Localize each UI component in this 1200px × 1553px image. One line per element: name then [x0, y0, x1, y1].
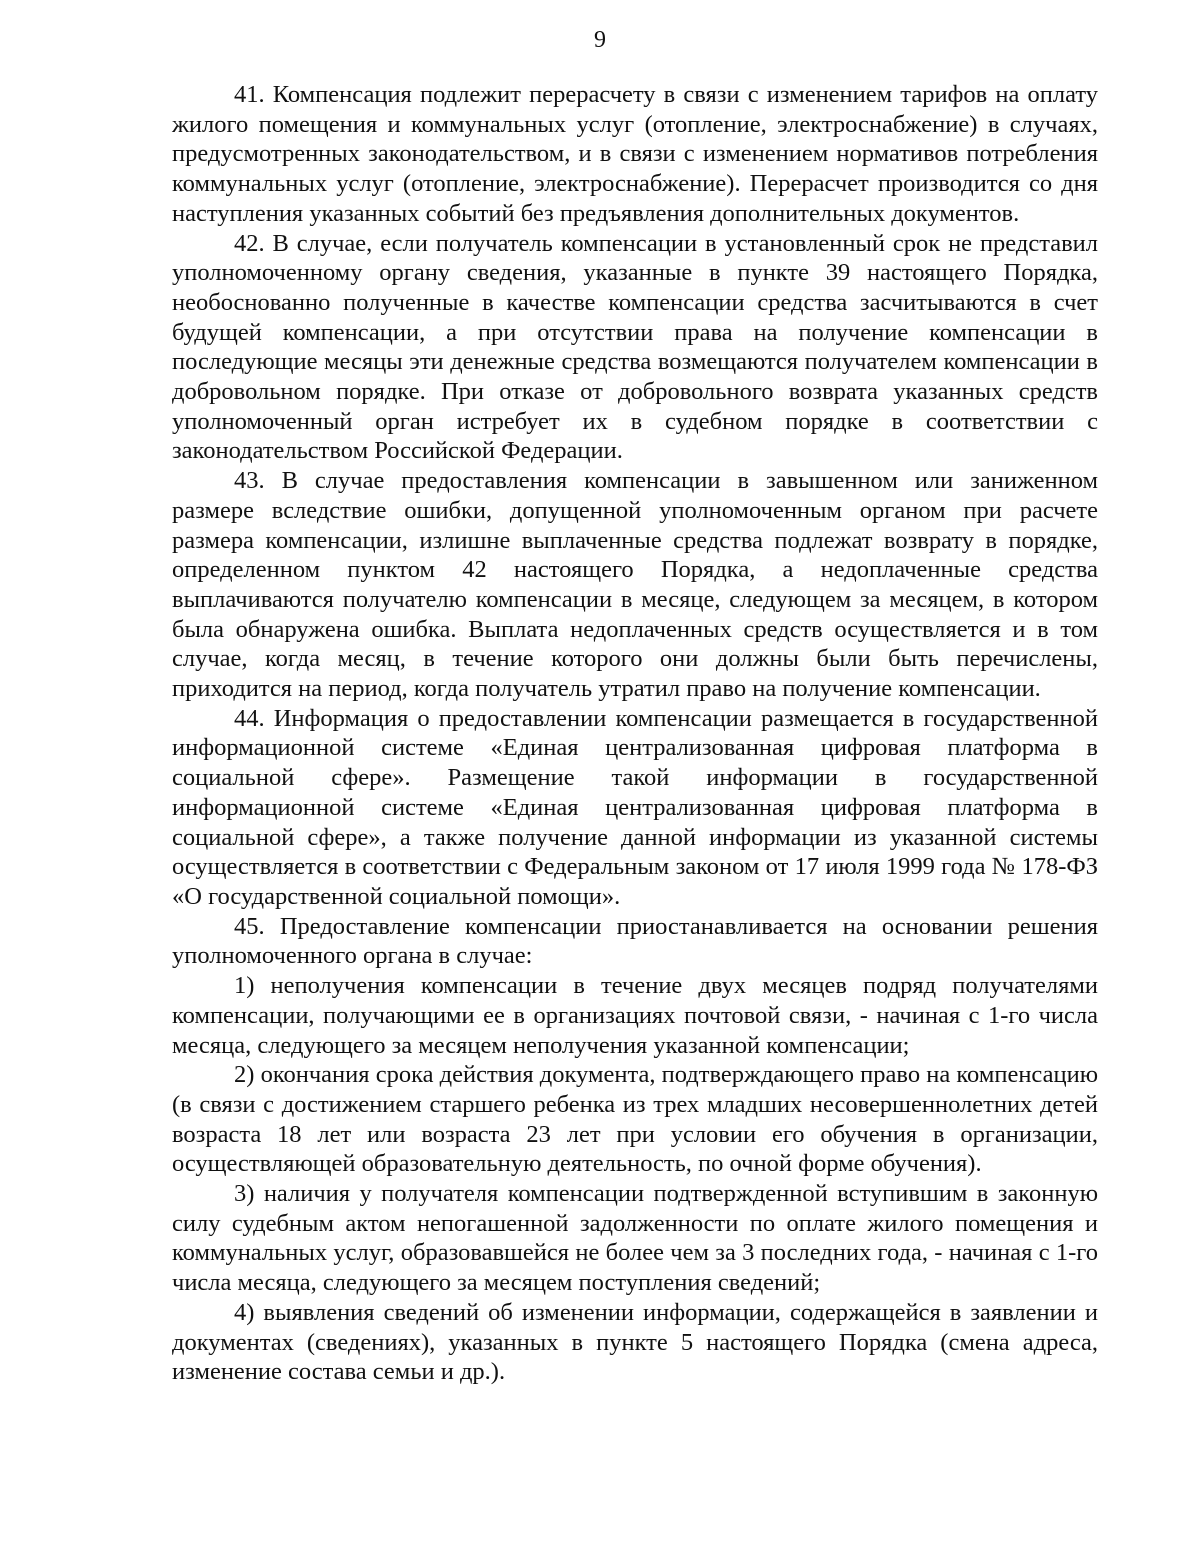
list-item-3: 3) наличия у получателя компенсации подтвержденной вступившим в законную силу судебным актом непогашенной задолженности по оплате жилого помещения и коммунальных услуг, образовавшейся не более чем за 3 последних года, - начиная с 1-го числа месяца, следующего за месяцем поступления сведений; — [172, 1180, 1098, 1297]
list-item-1: 1) неполучения компенсации в течение двух месяцев подряд получателями компенсации, получающими ее в организациях почтовой связи, - начиная с 1-го числа месяца, следующего за месяцем неполучения указанной компенсации; — [172, 972, 1098, 1059]
paragraph-43: 43. В случае предоставления компенсации в завышенном или заниженном размере вследствие ошибки, допущенной уполномоченным органом при расчете размера компенсации, излишне выплаченные средства подлежат возврату в порядке, определенном пунктом 42 настоящего Порядка, а недоплаченные средства выплачиваются получателю компенсации в месяце, следующем за месяцем, в котором была обнаружена ошибка. Выплата недоплаченных средств осуществляется и в том случае, когда месяц, в течение которого они должны были быть перечислены, приходится на период, когда получатель утратил право на получение компенсации. — [172, 467, 1098, 703]
paragraph-41: 41. Компенсация подлежит перерасчету в связи с изменением тарифов на оплату жилого помещения и коммунальных услуг (отопление, электроснабжение) в случаях, предусмотренных законодательством, и в связи с изменением нормативов потребления коммунальных услуг (отопление, электроснабжение). Перерасчет производится со дня наступления указанных событий без предъявления дополнительных документов. — [172, 81, 1098, 227]
document-body — [172, 80, 1098, 1387]
paragraph-42: 42. В случае, если получатель компенсации в установленный срок не представил уполномоченному органу сведения, указанные в пункте 39 настоящего Порядка, необоснованно полученные в качестве компенсации средства засчитываются в счет будущей компенсации, а при отсутствии права на получение компенсации в последующие месяцы эти денежные средства возмещаются получателем компенсации в добровольном порядке. При отказе от добровольного возврата указанных средств уполномоченный орган истребует их в судебном порядке в соответствии с законодательством Российской Федерации. — [172, 229, 1098, 465]
paragraph-45: 45. Предоставление компенсации приостанавливается на основании решения уполномоченного органа в случае: — [172, 912, 1098, 970]
paragraph-44: 44. Информация о предоставлении компенсации размещается в государственной информационной системе «Единая централизованная цифровая платформа в социальной сфере». Размещение такой информации в государственной информационной системе «Единая централизованная цифровая платформа в социальной сфере», а также получение данной информации из указанной системы осуществляется в соответствии с Федеральным законом от 17 июля 1999 года № 178-ФЗ «О государственной социальной помощи». — [172, 704, 1098, 910]
list-item-4: 4) выявления сведений об изменении информации, содержащейся в заявлении и документах (сведениях), указанных в пункте 5 настоящего Порядка (смена адреса, изменение состава семьи и др.). — [172, 1298, 1098, 1386]
list-item-2: 2) окончания срока действия документа, подтверждающего право на компенсацию (в связи с достижением старшего ребенка из трех младших несовершеннолетних детей возраста 18 лет или возраста 23 лет при условии его обучения в организации, осуществляющей образовательную деятельность, по очной форме обучения). — [172, 1061, 1098, 1178]
page-number: 9 — [594, 27, 606, 53]
